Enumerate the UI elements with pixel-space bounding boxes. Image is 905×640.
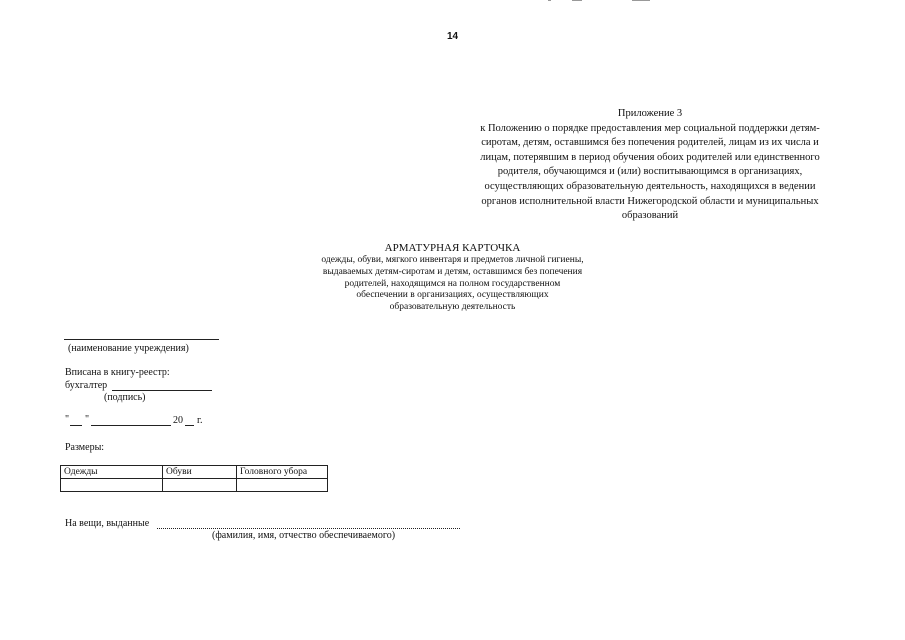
date-year-prefix: 20 bbox=[173, 415, 183, 426]
appendix-line: лицам, потерявшим в период обучения обоих родителей или единственного bbox=[480, 151, 820, 163]
sizes-shoes-cell[interactable] bbox=[163, 479, 237, 492]
appendix-line: родителя, обучающимся и (или) воспитывающимся в организациях, bbox=[497, 166, 803, 178]
sizes-header-clothes: Одежды bbox=[61, 466, 163, 479]
date-day-line[interactable] bbox=[70, 425, 82, 426]
registry-label: Вписана в книгу-реестр: bbox=[65, 367, 170, 378]
date-quote-close: " bbox=[85, 414, 90, 425]
signature-caption: (подпись) bbox=[104, 392, 146, 403]
issued-label: На вещи, выданные bbox=[65, 518, 150, 529]
accountant-label: бухгалтер bbox=[65, 380, 108, 391]
date-quote-open: " bbox=[65, 414, 70, 425]
sizes-header-row bbox=[61, 466, 328, 479]
page-number: 14 bbox=[446, 31, 459, 42]
sizes-header-headwear: Головного убора bbox=[237, 466, 328, 479]
card-subtitle-line: выдаваемых детям-сиротам и детям, оставшимся без попечения bbox=[322, 266, 583, 277]
issued-caption: (фамилия, имя, отчество обеспечиваемого) bbox=[212, 530, 396, 541]
scan-mark bbox=[572, 0, 582, 1]
card-title-block bbox=[200, 241, 705, 314]
appendix-line: образований bbox=[621, 210, 679, 222]
sizes-table bbox=[60, 465, 328, 492]
sizes-label: Размеры: bbox=[65, 442, 105, 453]
sizes-clothes-cell[interactable] bbox=[61, 479, 163, 492]
sizes-header-shoes: Обуви bbox=[163, 466, 237, 479]
institution-caption: (наименование учреждения) bbox=[68, 343, 189, 354]
appendix-line: осуществляющих образовательную деятельность, находящихся в ведении bbox=[484, 180, 816, 192]
card-subtitle-line: родителей, находящимся на полном государственном bbox=[344, 278, 561, 289]
date-year-suffix: г. bbox=[197, 415, 203, 426]
accountant-signature-line[interactable] bbox=[112, 390, 212, 391]
card-subtitle-line: обеспечении в организациях, осуществляющих bbox=[356, 290, 549, 301]
card-subtitle-line: образовательную деятельность bbox=[389, 302, 516, 313]
date-year-line[interactable] bbox=[185, 425, 194, 426]
appendix-line: к Положению о порядке предоставления мер социальной поддержки детям- bbox=[480, 122, 820, 134]
card-subtitle-line: одежды, обуви, мягкого инвентаря и предметов личной гигиены, bbox=[321, 255, 584, 265]
scan-mark bbox=[632, 0, 650, 1]
appendix-line: сиротам, детям, оставшимся без попечения родителей, лицам из их числа и bbox=[481, 137, 819, 149]
scan-mark bbox=[548, 0, 551, 1]
issued-name-line[interactable] bbox=[157, 528, 460, 529]
date-month-line[interactable] bbox=[91, 425, 171, 426]
appendix-line: органов исполнительной власти Нижегородской области и муниципальных bbox=[481, 195, 819, 207]
appendix-block bbox=[440, 107, 860, 224]
sizes-value-row bbox=[61, 479, 328, 492]
institution-name-line[interactable] bbox=[64, 339, 219, 340]
appendix-line: Приложение 3 bbox=[617, 108, 683, 119]
card-title: АРМАТУРНАЯ КАРТОЧКА bbox=[384, 242, 521, 254]
sizes-headwear-cell[interactable] bbox=[237, 479, 328, 492]
